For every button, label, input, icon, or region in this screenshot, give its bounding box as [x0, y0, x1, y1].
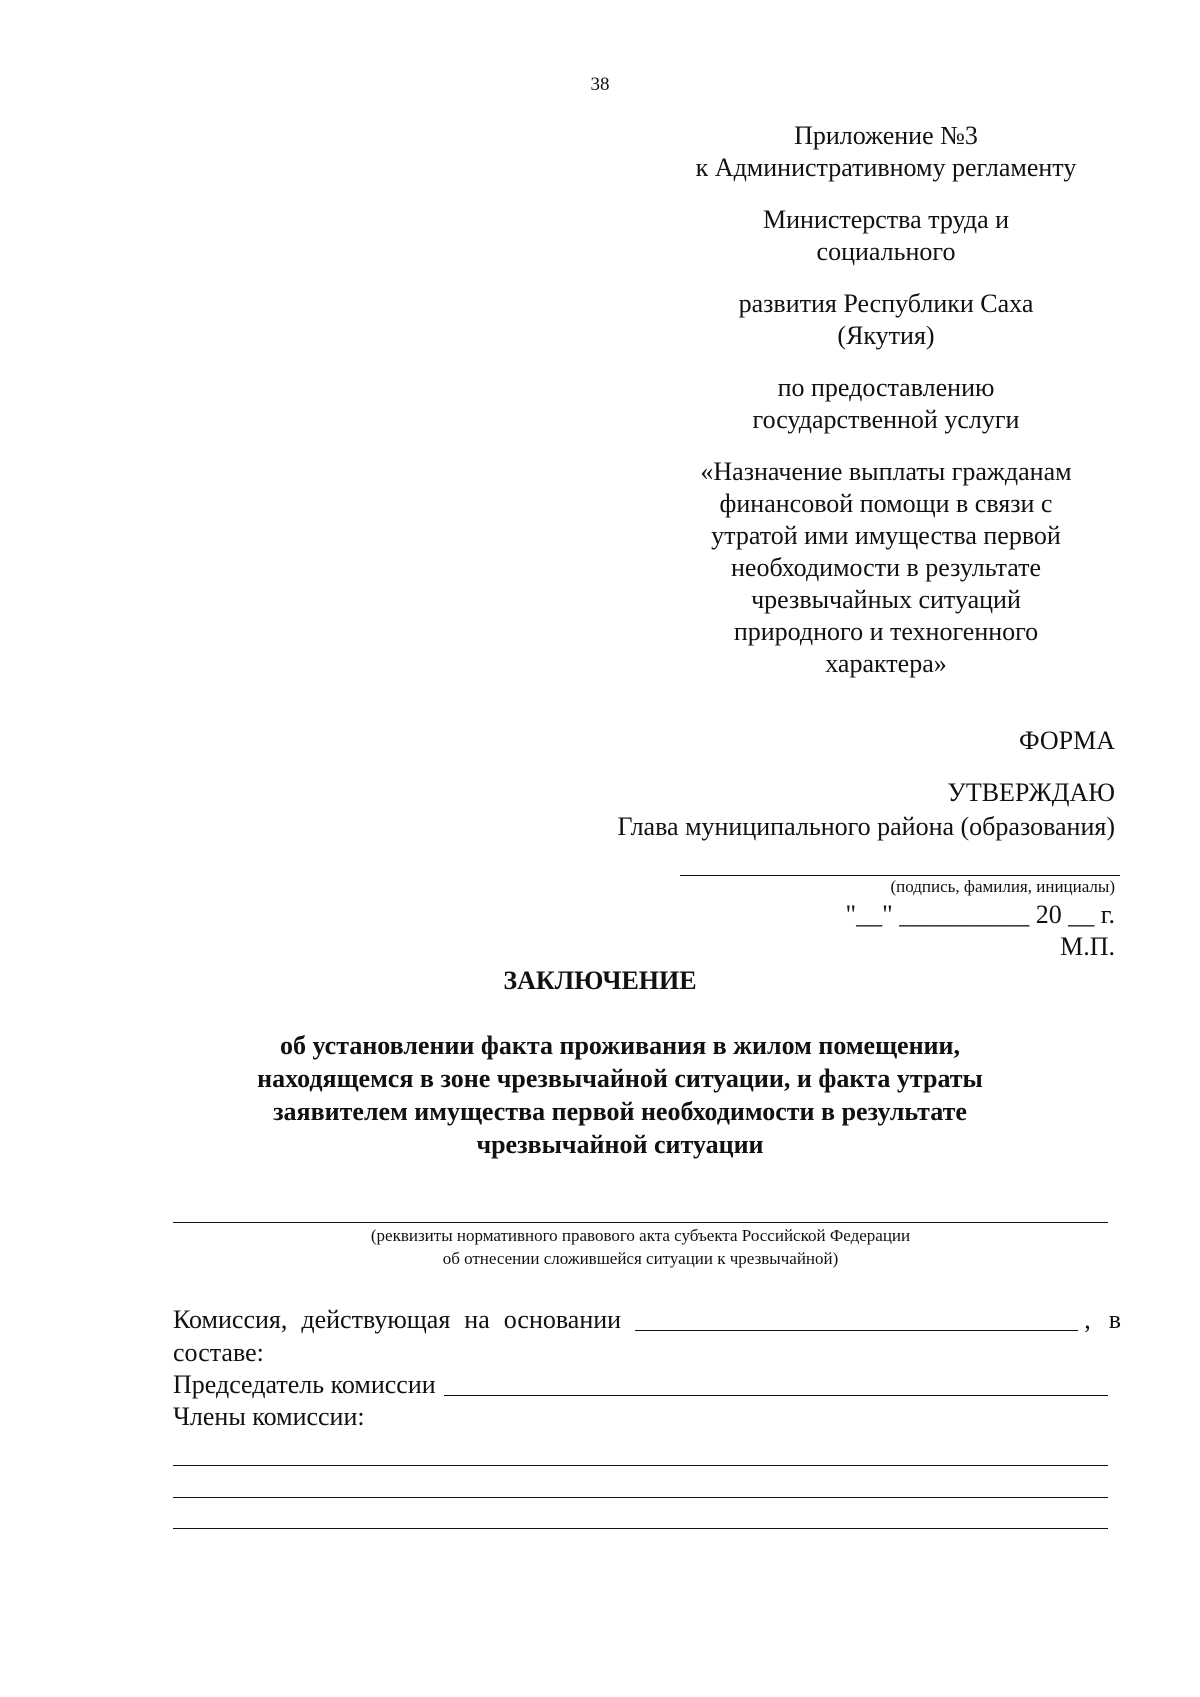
subtitle-line-1: об установлении факта проживания в жилом помещении, [279, 1031, 961, 1060]
document-title: ЗАКЛЮЧЕНИЕ [503, 966, 697, 995]
members-label: Члены комиссии: [173, 1402, 365, 1431]
commission-in: в [1108, 1305, 1121, 1334]
chairman-label: Председатель комиссии [173, 1370, 436, 1399]
commission-word-1: Комиссия, [173, 1305, 288, 1334]
seal-place: М.П. [1060, 932, 1115, 961]
annex-ministry-line-2: социального [816, 237, 956, 266]
signature-caption: (подпись, фамилия, инициалы) [890, 877, 1115, 896]
requisites-line [173, 1222, 1108, 1223]
approve-label: УТВЕРЖДАЮ [947, 778, 1115, 807]
approval-date: "__" __________ 20 __ г. [845, 900, 1115, 929]
approver-position: Глава муниципального района (образования) [617, 812, 1115, 841]
page-number: 38 [590, 74, 610, 95]
annex-service-name-line-5: чрезвычайных ситуаций [751, 585, 1021, 614]
signature-line [680, 875, 1120, 876]
document-subtitle [220, 1029, 1020, 1161]
annex-header [640, 120, 1132, 680]
commission-basis-field[interactable] [635, 1308, 1078, 1331]
annex-service-name-line-2: финансовой помощи в связи с [719, 489, 1053, 518]
member-line-1[interactable] [173, 1465, 1108, 1466]
subtitle-line-3: заявителем имущества первой необходимости в результате [273, 1097, 967, 1126]
annex-service-line-2: государственной услуги [752, 405, 1020, 434]
annex-service-name-line-6: природного и техногенного [733, 617, 1039, 646]
annex-service-name-line-7: характера» [825, 649, 947, 678]
annex-ministry-line-1: Министерства труда и [762, 205, 1010, 234]
annex-regulation: к Административному регламенту [695, 153, 1077, 182]
commission-word-2: действующая [301, 1305, 451, 1334]
commission-word-3: на [464, 1305, 490, 1334]
subtitle-line-2: находящемся в зоне чрезвычайной ситуации, и факта утраты [257, 1064, 983, 1093]
requisites-caption [173, 1224, 1108, 1270]
commission-composition: составе: [173, 1338, 264, 1367]
requisites-caption-line-2: об отнесении сложившейся ситуации к чрезвычайной) [442, 1249, 839, 1268]
commission-word-4: основании [503, 1305, 622, 1334]
commission-basis-row [173, 1305, 1121, 1335]
chairman-row [173, 1370, 1108, 1400]
commission-comma: , [1084, 1305, 1091, 1334]
form-label: ФОРМА [1019, 726, 1115, 755]
annex-service-name-line-3: утратой ими имущества первой [711, 521, 1061, 550]
requisites-caption-line-1: (реквизиты нормативного правового акта субъекта Российской Федерации [370, 1226, 911, 1245]
annex-republic-line-2: (Якутия) [837, 321, 935, 350]
chairman-field[interactable] [444, 1373, 1108, 1396]
annex-service-name-line-4: необходимости в результате [730, 553, 1042, 582]
annex-service-name-line-1: «Назначение выплаты гражданам [700, 457, 1072, 486]
member-line-2[interactable] [173, 1497, 1108, 1498]
subtitle-line-4: чрезвычайной ситуации [476, 1130, 764, 1159]
member-line-3[interactable] [173, 1528, 1108, 1529]
annex-service-line-1: по предоставлению [777, 373, 995, 402]
annex-title: Приложение №3 [794, 121, 978, 150]
annex-republic-line-1: развития Республики Саха [738, 289, 1034, 318]
